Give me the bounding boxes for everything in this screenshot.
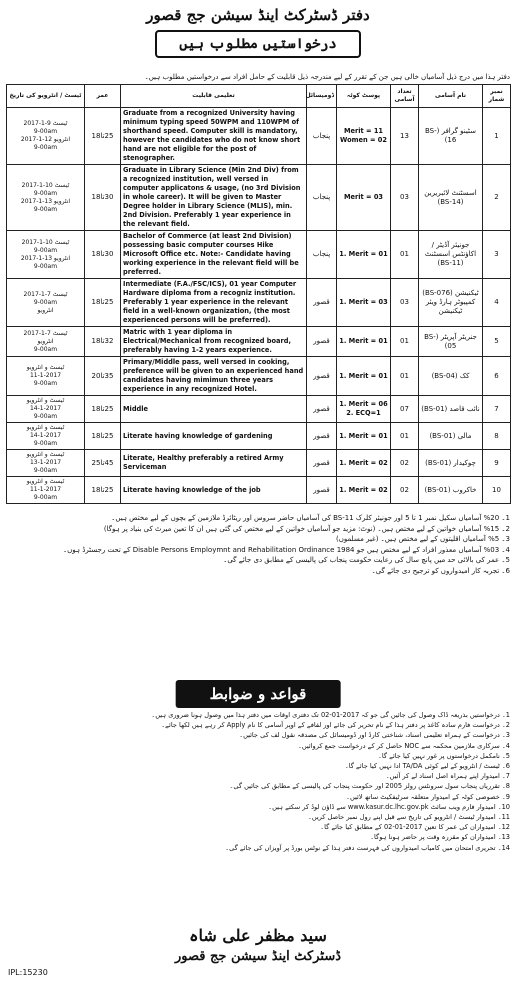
- header-serial: نمبر شمار: [483, 85, 511, 108]
- age-cell: 25تا18: [85, 108, 121, 165]
- qualification-cell: Literate, Healthy preferably a retired Army Serviceman: [121, 450, 307, 477]
- qualification-cell: Matric with 1 year diploma in Electrical/Mechanical from recognized board, preferably having 1-2 years experience.: [121, 327, 307, 357]
- count-cell: 07: [391, 396, 419, 423]
- rule-item: 3۔ درخواست کے ہمراہ تعلیمی اسناد، شناختی کارڈ اور ڈومیسائل کی مصدقہ نقول لف کی جائیں۔: [239, 731, 510, 740]
- rules-banner: قواعد و ضوابط: [176, 680, 341, 708]
- post-cell: ٹیکنیشن (BS-076) کمپیوٹر ہارڈ ویئر ٹیکنیشن: [419, 279, 483, 327]
- qualification-cell: Literate having knowledge of gardening: [121, 423, 307, 450]
- note-item: 2۔ 15% آسامیاں خواتین کے لیے مختص ہیں۔ (نوٹ: مزید جو آسامیاں خواتین کے لیے مختص کی گئی ہیں ان کا تعین میرٹ کی بنیاد پر ہوگا): [103, 524, 510, 533]
- count-cell: 13: [391, 108, 419, 165]
- note-item: 6۔ تجربہ کار امیدواروں کو ترجیح دی جائے گی۔: [371, 566, 510, 575]
- quota-cell: 1. Merit = 01: [337, 327, 391, 357]
- serial-cell: 2: [483, 165, 511, 231]
- dates-cell: ٹیسٹ و انٹرویو 14-1-2017 9-00am: [7, 423, 85, 450]
- qualification-cell: Literate having knowledge of the job: [121, 477, 307, 504]
- table-header-row: [7, 85, 511, 108]
- rule-item: 11۔ امیدوار ٹیسٹ / انٹرویو کی تاریخ سے قبل اپنے رول نمبر حاصل کریں۔: [307, 813, 510, 822]
- vacancy-table: [6, 84, 511, 504]
- age-cell: 35تا20: [85, 357, 121, 396]
- count-cell: 02: [391, 477, 419, 504]
- domicile-cell: قصور: [307, 279, 337, 327]
- domicile-cell: قصور: [307, 327, 337, 357]
- dates-cell: ٹیسٹ 7-1-2017 انٹرویو 9-00am: [7, 327, 85, 357]
- post-cell: نائب قاصد (BS-01): [419, 396, 483, 423]
- quota-cell: 1. Merit = 01: [337, 423, 391, 450]
- dates-cell: ٹیسٹ و انٹرویو 13-1-2017 9-00am: [7, 450, 85, 477]
- domicile-cell: پنجاب: [307, 108, 337, 165]
- rule-item: 13۔ امیدواران کو مقررہ وقت پر حاضر ہونا ہوگا۔: [370, 833, 510, 842]
- table-row: [7, 108, 511, 165]
- header-age: عمر: [85, 85, 121, 108]
- table-row: [7, 279, 511, 327]
- header-post: نام آسامی: [419, 85, 483, 108]
- quota-cell: 1. Merit = 06 2. ECQ=1: [337, 396, 391, 423]
- quota-cell: 1. Merit = 01: [337, 231, 391, 279]
- rule-item: 10۔ امیدوار فارم ویب سائٹ www.kasur.dc.lhc.gov.pk سے ڈاؤن لوڈ کر سکتے ہیں۔: [268, 802, 510, 811]
- quota-cell: 1. Merit = 02: [337, 477, 391, 504]
- table-body: [7, 108, 511, 504]
- count-cell: 01: [391, 327, 419, 357]
- rules-section: [6, 710, 510, 853]
- vacancy-banner: درخواستیں مطلوب ہیں: [155, 30, 360, 58]
- post-cell: چوکیدار (BS-01): [419, 450, 483, 477]
- qualification-cell: Graduate in Library Science (Min 2nd Div) from a recognized institution, well versed in computer applicatons & usage, (no 3rd Division in whole career). It will be given to Master Degree holder in Library Science (MLIS), min. 2nd Division. Preferably 1 year experience in the relevant field.: [121, 165, 307, 231]
- age-cell: 30تا18: [85, 165, 121, 231]
- header-quota: پوسٹ کوٹہ: [337, 85, 391, 108]
- rule-item: 8۔ تقرریاں پنجاب سول سرونٹس رولز 2005 اور حکومت پنجاب کی پالیسی کے مطابق کی جائیں گی۔: [229, 782, 510, 791]
- note-item: 3۔ 5% آسامیاں اقلیتوں کے لیے مختص ہیں۔ (غیر مسلموں): [336, 535, 510, 543]
- post-cell: خاکروب (BS-01): [419, 477, 483, 504]
- dates-cell: ٹیسٹ 7-1-2017 9-00am انٹرویو: [7, 279, 85, 327]
- rule-item: 5۔ نامکمل درخواستوں پر غور نہیں کیا جائے گا۔: [377, 751, 510, 760]
- quota-cell: 1. Merit = 02: [337, 450, 391, 477]
- post-cell: جنریٹر آپریٹر (BS-05): [419, 327, 483, 357]
- quota-cell: Merit = 03: [337, 165, 391, 231]
- count-cell: 01: [391, 231, 419, 279]
- qualification-cell: Middle: [121, 396, 307, 423]
- qualification-cell: Primary/Middle pass, well versed in cooking, preference will be given to an experienced hand candidates having mimimun three years experience in any recognized Hotel.: [121, 357, 307, 396]
- serial-cell: 4: [483, 279, 511, 327]
- document-header: [0, 4, 516, 58]
- rule-item: 4۔ سرکاری ملازمین محکمہ سے NOC حاصل کر کے درخواست جمع کروائیں۔: [298, 741, 510, 750]
- age-cell: 32تا18: [85, 327, 121, 357]
- qualification-cell: Bachelor of Commerce (at least 2nd Division) possessing basic computer courses Hike Microsoft Office etc. Note:- Candidate having working experience in the relevant field will be preferred.: [121, 231, 307, 279]
- rule-item: 2۔ درخواست فارم سادہ کاغذ پر دفتر ہذا کے نام تحریر کی جائے اور لفافے کے اوپر آسامی کا نام Apply کر رہے ہیں لکھا جائے۔: [161, 721, 510, 730]
- domicile-cell: قصور: [307, 423, 337, 450]
- domicile-cell: قصور: [307, 477, 337, 504]
- domicile-cell: قصور: [307, 450, 337, 477]
- intro-text: دفتر ہذا میں درج ذیل آسامیاں خالی ہیں جن کے تقرر کے لیے مندرجہ ذیل قابلیت کے حامل افراد سے درخواستیں مطلوب ہیں۔: [144, 73, 510, 81]
- note-item: 4۔ 03% آسامیاں معذور افراد کے لیے مختص ہیں جو Disable Persons Employmnt and Rehabilitation Ordinance 1984 کے تحت رجسٹرڈ ہوں۔: [63, 545, 510, 554]
- domicile-cell: پنجاب: [307, 165, 337, 231]
- dates-cell: ٹیسٹ و انٹرویو 14-1-2017 9-00am: [7, 396, 85, 423]
- count-cell: 03: [391, 279, 419, 327]
- age-cell: 45تا25: [85, 450, 121, 477]
- dates-cell: ٹیسٹ 9-1-2017 9-00am انٹرویو 12-1-2017 9-00am: [7, 108, 85, 165]
- table-row: [7, 327, 511, 357]
- dates-cell: ٹیسٹ و انٹرویو 11-1-2017 9-00am: [7, 357, 85, 396]
- serial-cell: 5: [483, 327, 511, 357]
- serial-cell: 7: [483, 396, 511, 423]
- qualification-cell: Graduate from a recognized University having minimum typing speed 50WPM and 110WPM of shorthand speed. Computer skill is mandatory, however the candidates who do not know short hand are not eligible for the post of stenographer.: [121, 108, 307, 165]
- age-cell: 25تا18: [85, 279, 121, 327]
- quota-cell: 1. Merit = 01: [337, 357, 391, 396]
- table-row: [7, 450, 511, 477]
- age-cell: 30تا18: [85, 231, 121, 279]
- header-dates: ٹیسٹ / انٹرویو کی تاریخ: [7, 85, 85, 108]
- note-item: 5۔ عمر کی بالائی حد میں پانچ سال کی رعایت حکومت پنجاب کی پالیسی کے مطابق دی جائے گی۔: [223, 556, 510, 564]
- signature-block: [0, 924, 516, 966]
- header-count: تعداد آسامی: [391, 85, 419, 108]
- rule-item: 14۔ تحریری امتحان میں کامیاب امیدواروں کی فہرست دفتر ہذا کے نوٹس بورڈ پر آویزاں کی جائے گی۔: [225, 843, 510, 852]
- table-row: [7, 357, 511, 396]
- ipl-code: IPL:15230: [8, 968, 48, 977]
- notes-section: [6, 513, 510, 576]
- serial-cell: 6: [483, 357, 511, 396]
- note-item: 1۔ 20% آسامیاں سکیل نمبر 1 تا 5 اور جونیئر کلرک BS-11 کی آسامیاں حاضر سروس اور ریٹائرڈ ملازمین کے بچوں کے لیے مختص ہیں۔: [111, 514, 510, 522]
- count-cell: 01: [391, 423, 419, 450]
- domicile-cell: قصور: [307, 396, 337, 423]
- table-row: [7, 477, 511, 504]
- rule-item: 9۔ خصوصی کوٹہ کے امیدوار متعلقہ سرٹیفکیٹ ساتھ لائیں۔: [346, 792, 510, 801]
- rule-item: 7۔ امیدوار اپنے ہمراہ اصل اسناد لے کر آئیں۔: [385, 772, 510, 781]
- signatory-title: ڈسٹرکٹ اینڈ سیشن جج قصور: [174, 949, 342, 964]
- count-cell: 01: [391, 357, 419, 396]
- dates-cell: ٹیسٹ 10-1-2017 9-00am انٹرویو 13-1-2017 9-00am: [7, 231, 85, 279]
- quota-cell: 1. Merit = 03: [337, 279, 391, 327]
- quota-cell: Merit = 11 Women = 02: [337, 108, 391, 165]
- signatory-name: سید مظفر علی شاہ: [189, 926, 327, 945]
- count-cell: 02: [391, 450, 419, 477]
- office-title: دفتر ڈسٹرکٹ اینڈ سیشن جج قصور: [146, 6, 370, 24]
- dates-cell: ٹیسٹ و انٹرویو 11-1-2017 9-00am: [7, 477, 85, 504]
- rule-item: 1۔ درخواستیں بذریعہ ڈاک وصول کی جائیں گی جو کہ 2017-01-02 تک دفتری اوقات میں دفتر ہذا میں وصول ہونا ضروری ہیں۔: [151, 711, 510, 719]
- serial-cell: 9: [483, 450, 511, 477]
- post-cell: سٹینو گرافر (BS-16): [419, 108, 483, 165]
- header-qualification: تعلیمی قابلیت: [121, 85, 307, 108]
- table-row: [7, 165, 511, 231]
- table-row: [7, 423, 511, 450]
- age-cell: 25تا18: [85, 477, 121, 504]
- post-cell: جونیئر آڈیٹر / اکاؤنٹس اسسٹنٹ (BS-11): [419, 231, 483, 279]
- table-row: [7, 231, 511, 279]
- header-domicile: ڈومیسائل: [307, 85, 337, 108]
- count-cell: 03: [391, 165, 419, 231]
- rule-item: 12۔ امیدواران کی عمر کا تعین 2017-01-02 کے مطابق کیا جائے گا۔: [320, 823, 510, 832]
- domicile-cell: قصور: [307, 357, 337, 396]
- dates-cell: ٹیسٹ 10-1-2017 9-00am انٹرویو 13-1-2017 9-00am: [7, 165, 85, 231]
- serial-cell: 1: [483, 108, 511, 165]
- table-row: [7, 396, 511, 423]
- serial-cell: 10: [483, 477, 511, 504]
- post-cell: کک (BS-04): [419, 357, 483, 396]
- serial-cell: 3: [483, 231, 511, 279]
- domicile-cell: پنجاب: [307, 231, 337, 279]
- serial-cell: 8: [483, 423, 511, 450]
- age-cell: 25تا18: [85, 396, 121, 423]
- post-cell: اسسٹنٹ لائبریرین (BS-14): [419, 165, 483, 231]
- rule-item: 6۔ ٹیسٹ / انٹرویو کے لیے کوئی TA/DA ادا نہیں کیا جائے گا۔: [344, 762, 510, 771]
- post-cell: مالی (BS-01): [419, 423, 483, 450]
- qualification-cell: Intermediate (F.A./FSC/ICS), 01 year Computer Hardware diploma from a recogniz institution. Preferably 1 year experience in the relevant field in a well-known organization, (the most experienced persons will be preferred).: [121, 279, 307, 327]
- age-cell: 25تا18: [85, 423, 121, 450]
